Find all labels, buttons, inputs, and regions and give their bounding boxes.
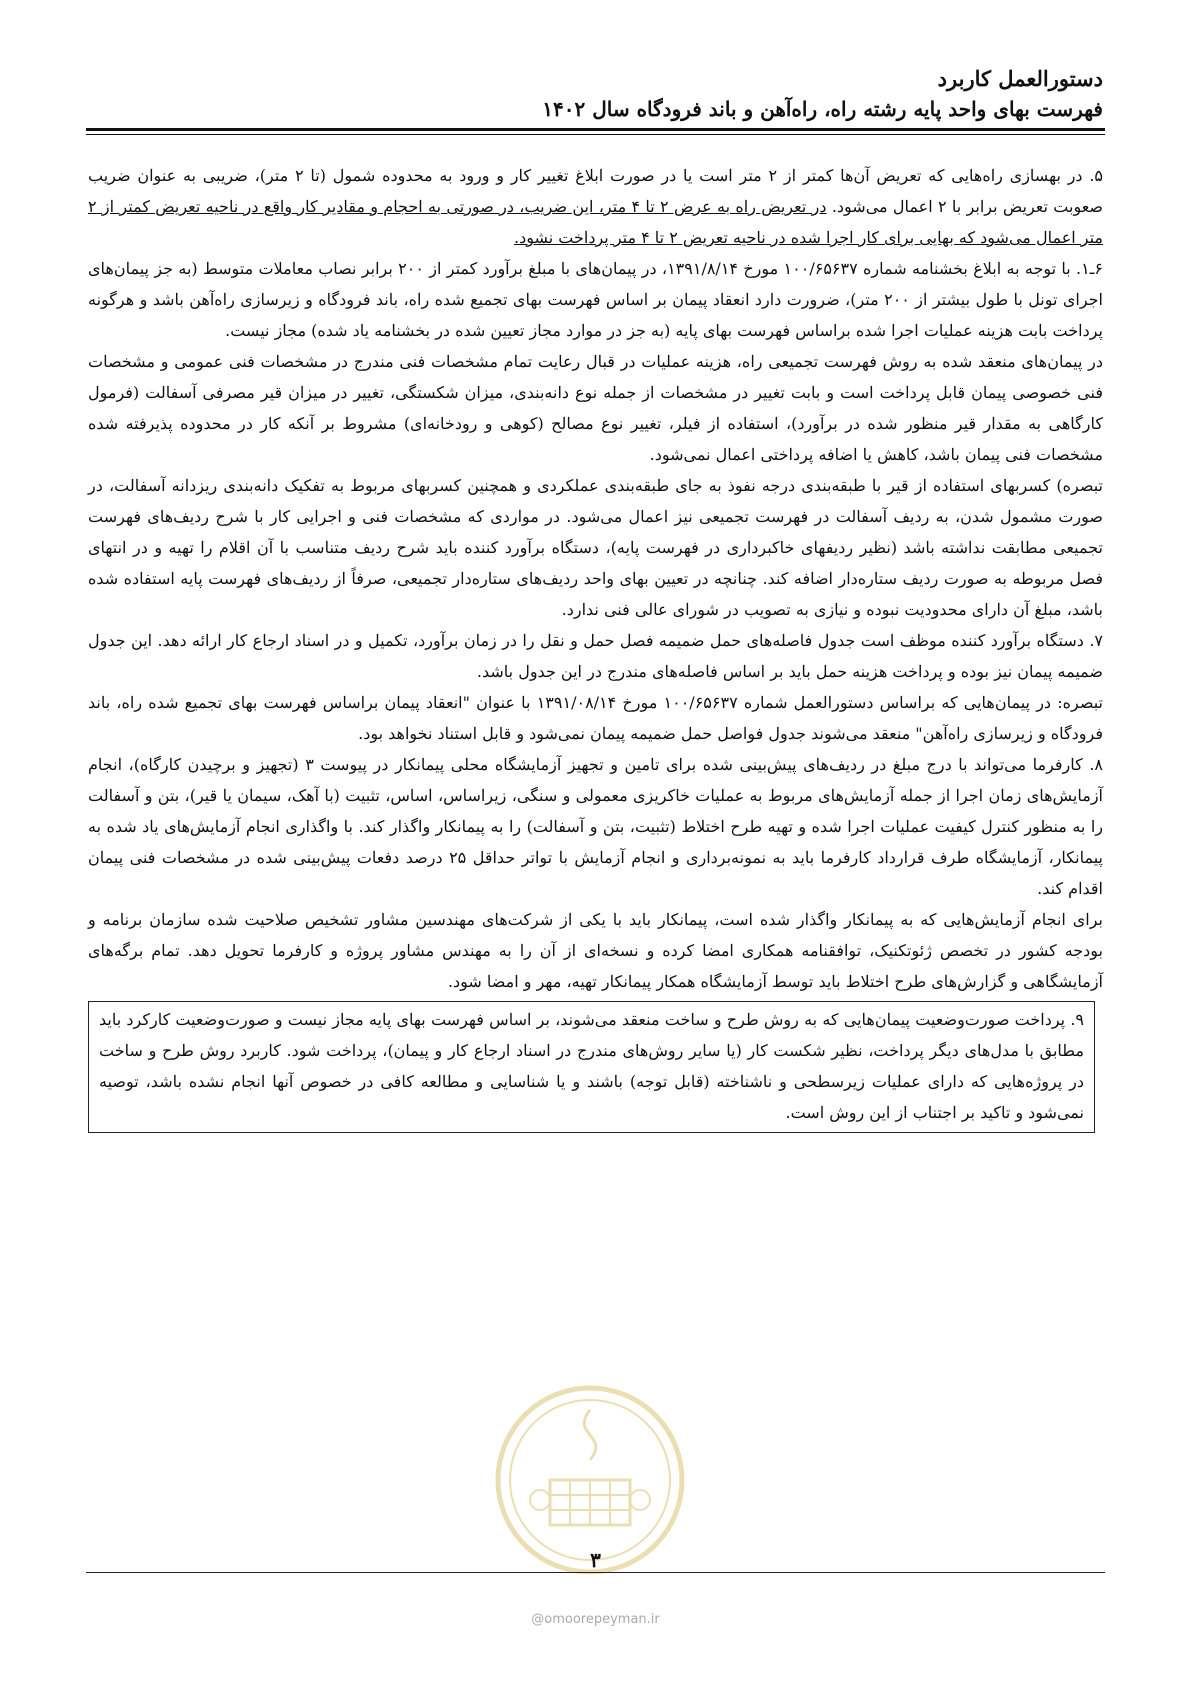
paragraph-5 (88, 160, 1103, 253)
paragraph-9-box (88, 1001, 1095, 1133)
footer-rule (86, 1572, 1105, 1573)
paragraph-8-continued: برای انجام آزمایش‌هایی که به پیمانکار واگذار شده است، پیمانکار باید با یکی از شرکت‌های مهندسین مشاور تشخیص صلاحیت شده سازمان برنامه و بودجه کشور در تخصص ژئوتکنیک، توافقنامه همکاری امضا کرده و نسخه‌ای از آن را به مهندس مشاور پروژه و کارفرما تحویل دهد. تمام برگه‌های آزمایشگاهی و گزارش‌های طرح اختلاط باید توسط آزمایشگاه همکار پیمانکار تهیه، مهر و امضا شود. (88, 910, 1104, 991)
paragraph-5-text: ۵. در بهسازی راه‌هایی که تعریض آن‌ها کمتر از ۲ متر است یا در صورت ابلاغ تغییر کار و ورود به محدوده شمول (تا ۲ متر)، ضریبی به عنوان ضریب صعوبت تعریض برابر با ۲ اعمال می‌شود. (88, 166, 1104, 216)
paragraph-6-note: تبصره) کسربهای استفاده از قیر با طبقه‌بندی درجه نفوذ به جای طبقه‌بندی عملکردی و همچنین کسربهای مربوط به تفکیک دانه‌بندی ریزدانه آسفالت، در صورت مشمول شدن، به ردیف آسفالت در فهرست تجمیعی نیز اعمال می‌شود. در مواردی که مشخصات فنی و اجرایی کار با شرح ردیف‌های فهرست تجمیعی مطابقت نداشته باشد (نظیر ردیفهای خاکبرداری در فهرست پایه)، دستگاه برآورد کننده باید شرح ردیف متناسب با آن اقلام را تهیه و در انتهای فصل مربوطه به صورت ردیف ستاره‌دار اضافه کند. چنانچه در تعیین بهای واحد ردیف‌های ستاره‌دار تجمیعی، صرفاً از ردیف‌های فهرست پایه استفاده شده باشد، مبلغ آن دارای محدودیت نبوده و نیازی به تصویب در شورای عالی فنی ندارد. (88, 476, 1104, 619)
paragraph-6-continued: در پیمان‌های منعقد شده به روش فهرست تجمیعی راه، هزینه عملیات در قبال رعایت تمام مشخصات فنی مندرج در مشخصات فنی عمومی و مشخصات فنی خصوصی پیمان قابل پرداخت است و بابت تغییر در مشخصات از جمله نوع دانه‌بندی، میزان شکستگی، تغییر در میزان قیر مصرفی آسفالت (فرمول کارگاهی به مقدار قیر منظور شده در برآورد)، استفاده از فیلر، تغییر نوع مصالح (کوهی و رودخانه‌ای) مشروط بر آنکه کار در محدوده پذیرفته شده مشخصات فنی پیمان باشد، کاهش یا اضافه پرداختی اعمال نمی‌شود. (88, 352, 1103, 464)
paragraph-7-note: تبصره: در پیمان‌هایی که براساس دستورالعمل شماره ۱۰۰/۶۵۶۳۷ مورخ ۱۳۹۱/۰۸/۱۴ با عنوان "انعقاد پیمان براساس فهرست بهای تجمیع شده راه، باند فرودگاه و زیرسازی راه‌آهن" منعقد می‌شوند جدول فواصل حمل ضمیمه پیمان نمی‌شود و قابل استناد نخواهد بود. (88, 693, 1104, 743)
document-body (88, 160, 1103, 1133)
site-watermark: @omoorepeyman.ir (531, 1612, 660, 1627)
paragraph-8: ۸. کارفرما می‌تواند با درج مبلغ در ردیف‌های پیش‌بینی شده برای تامین و تجهیز آزمایشگاه محلی پیمانکار در پیوست ۳ (تجهیز و برچیدن کارگاه)، انجام آزمایش‌های زمان اجرا از جمله آزمایش‌های مربوط به عملیات خاکریزی معمولی و سنگی، زیراساس، اساس، تثبیت (با آهک، سیمان یا قیر)، بتن و آسفالت را به منظور کنترل کیفیت عملیات اجرا شده و تهیه طرح اختلاط (تثبیت، بتن و آسفالت) را به پیمانکار واگذار کند. با واگذاری انجام آزمایش‌های یاد شده به پیمانکار، آزمایشگاه طرف قرارداد کارفرما باید به نمونه‌برداری و انجام آزمایش با تواتر حداقل ۲۵ درصد دفعات پیش‌بینی شده در مشخصات فنی پیمان اقدام کند. (88, 755, 1104, 898)
paragraph-7: ۷. دستگاه برآورد کننده موظف است جدول فاصله‌های حمل ضمیمه فصل حمل و نقل را در زمان برآورد، تکمیل و در اسناد ارجاع کار ارائه دهد. این جدول ضمیمه پیمان نیز بوده و پرداخت هزینه حمل باید بر اساس فاصله‌های مندرج در این جدول باشد. (88, 631, 1103, 681)
paragraph-6-1: ۶ـ۱. با توجه به ابلاغ بخشنامه شماره ۱۰۰/۶۵۶۳۷ مورخ ۱۳۹۱/۸/۱۴، در پیمان‌های با مبلغ برآورد کمتر از ۲۰۰ برابر نصاب معاملات متوسط (به جز پیمان‌های اجرای تونل با طول بیشتر از ۲۰۰ متر)، ضرورت دارد انعقاد پیمان بر اساس فهرست بهای تجمیع شده راه، باند فرودگاه و زیرسازی راه‌آهن باشد و هرگونه پرداخت بابت هزینه عملیات اجرا شده براساس فهرست بهای پایه (به جز در موارد مجاز تعیین شده در بخشنامه یاد شده) مجاز نیست. (88, 259, 1104, 340)
header-title: دستورالعمل کاربرد (937, 66, 1103, 91)
header-subtitle: فهرست بهای واحد پایه رشته راه، راه‌آهن و باند فرودگاه سال ۱۴۰۲ (542, 97, 1103, 121)
paragraph-5-underlined: در تعریض راه به عرض ۲ تا ۴ متر، این ضریب، در صورتی به احجام و مقادیر کار واقع در ناحیه تعریض کمتر از ۲ متر اعمال می‌شود که بهایی برای کار اجرا شده در ناحیه تعریض ۲ تا ۴ متر پرداخت نشود. (88, 197, 1103, 247)
page-number: ۳ (590, 1548, 601, 1572)
header-rule (86, 128, 1105, 135)
paragraph-9: ۹. پرداخت صورت‌وضعیت پیمان‌هایی که به روش طرح و ساخت منعقد می‌شوند، بر اساس فهرست بهای پایه مجاز نیست و صورت‌وضعیت کارکرد باید مطابق با مدل‌های دیگر پرداخت، نظیر شکست کار (یا سایر روش‌های مندرج در اسناد ارجاع کار و پیمان)، پرداخت شود. کاربرد روش طرح و ساخت در پروژه‌هایی که دارای عملیات زیرسطحی و ناشناخته (قابل توجه) باشند و یا شناسایی و مطالعه کافی در خصوص آنها انجام نشده باشد، توصیه نمی‌شود و تاکید بر اجتناب از این روش است. (99, 1010, 1084, 1122)
page-header (90, 64, 1103, 124)
